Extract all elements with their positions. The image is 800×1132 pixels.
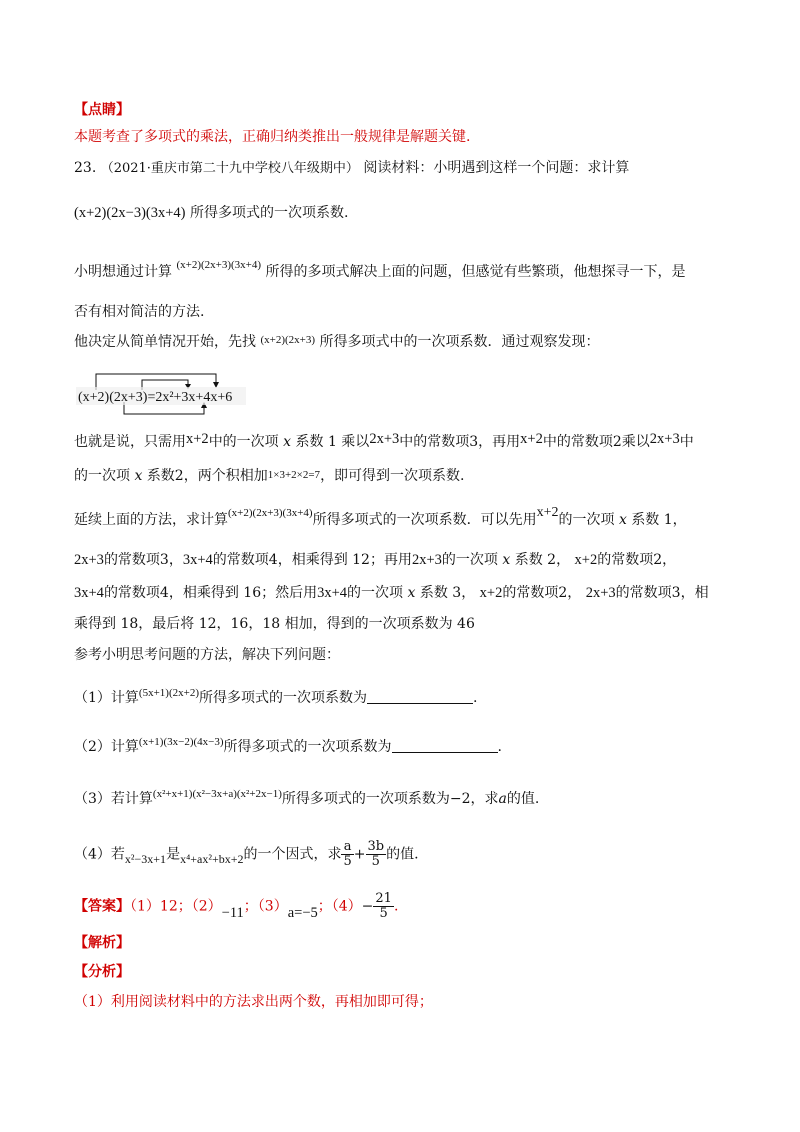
question-line-4: 否有相对简洁的方法. [74,304,205,320]
question-line-12: 参考小明思考问题的方法，解决下列问题： [74,647,340,663]
l9-a: 的常数项3， [103,552,183,568]
l8-d: 系数 1， [631,512,687,528]
q4-plus: + [353,846,366,863]
question-line-6 [74,432,694,452]
l9-b: 的常数项4，相乘得到 12；再用 [212,552,412,568]
q3-end: 的值. [506,791,540,807]
l9-d: 系数 2， [514,552,571,568]
answer-part-3: ；（3） [243,898,288,915]
l6-e1: x+2 [186,431,209,447]
q1-end: . [472,690,478,706]
l10-x: x [407,585,416,601]
question-intro-line [74,158,629,179]
question-line-5 [74,332,599,353]
l6-e3: x+2 [520,431,543,447]
jiexi-heading: 【解析】 [74,935,130,951]
line-5-tail: 所得多项式中的一次项系数．通过观察发现： [319,334,600,350]
q4-fraction-1 [341,840,353,869]
question-line-8 [74,505,687,531]
q4-expr2: x⁴+ax²+bx+2 [180,851,244,866]
q2-expr: (x+1)(3x−2)(4x−3) [138,736,224,748]
expr-3: (x+2)(2x+3) [260,334,316,346]
q4-f2-den: 5 [371,854,380,869]
answer-part-5: ；（4） [317,898,362,915]
question-line-11: 乘得到 18，最后将 12，16，18 相加，得到的一次项系数为 46 [74,616,475,632]
fenxi-text: （1）利用阅读材料中的方法求出两个数，再相加即可得； [74,994,433,1010]
l6-c: 系数 1 乘以 [295,434,370,450]
q1-answer-blank[interactable] [367,689,473,704]
q4-end: 的值. [386,846,419,863]
q1-expr: (5x+1)(2x+2) [138,687,199,699]
l6-f: 中 [679,434,694,450]
q4-f1-num: a [341,840,353,855]
l6-x: x [283,434,292,450]
line-2-tail: 所得多项式的一次项系数. [189,205,349,221]
answer-neg-sign: − [361,898,374,915]
answer-part-4: a=−5 [287,904,318,921]
question-source: （2021·重庆市第二十九中学校八年级期中） [100,161,359,176]
fenxi-heading: 【分析】 [74,964,130,980]
l6-e4: 2x+3 [649,431,680,447]
l8-expr: (x+2)(2x+3)(3x+4) [228,507,313,519]
subquestion-3 [74,789,539,810]
expr-2: (x+2)(2x+3)(3x+4) [176,259,262,271]
l9-c: 的一次项 [441,552,498,568]
l10-e: 的常数项3，相 [615,585,709,601]
q1-label: （1）计算 [74,690,139,706]
l7-calc: 1×3+2×2=7 [267,469,321,481]
line-5-head: 他决定从简单情况开始，先找 [74,334,256,350]
question-line-3 [74,259,686,283]
q2-answer-blank[interactable] [392,738,498,753]
l9-e1: 2x+3 [74,552,104,568]
l10-e2: 3x+4 [317,585,348,601]
l6-b: 中的一次项 [208,434,279,450]
l10-a: 的常数项4，相乘得到 16；然后用 [103,585,318,601]
answer-frac-num: 21 [375,891,392,906]
dianjing-heading: 【点睛】 [74,102,130,118]
l8-b: 所得多项式的一次项系数．可以先用 [312,512,537,528]
expr-1: (x+2)(2x−3)(3x+4) [74,205,186,221]
q4-f2-num: 3b [367,839,385,854]
q3-expr: (x²+x+1)(x²−3x+a)(x²+2x−1) [152,788,282,800]
l10-d: 的常数项2， [502,585,582,601]
q2-label: （2）计算 [74,739,139,755]
q1-tail: 所得多项式的一次项系数为 [198,690,367,706]
l9-e3: 2x+3 [411,552,442,568]
q2-tail: 所得多项式的一次项系数为 [223,739,392,755]
l9-e2: 3x+4 [182,552,213,568]
q4-f1-den: 5 [343,854,352,869]
answer-fraction [373,892,394,921]
l6-d: 中的常数项3，再用 [399,434,521,450]
question-intro: 阅读材料：小明遇到这样一个问题：求计算 [363,160,630,176]
l8-e1: x+2 [536,505,559,520]
q3-var: a [498,791,507,807]
answer-line [74,892,398,921]
q3-label: （3）若计算 [74,791,153,807]
line-3-head: 小明想通过计算 [74,264,172,280]
line-3-tail: 所得的多项式解决上面的问题，但感觉有些繁琐，他想探寻一下，是 [265,264,686,280]
answer-heading: 【答案】 [74,898,130,915]
answer-part-1: （1）12；（2） [130,898,222,915]
l10-e4: 2x+3 [585,585,616,601]
l6-a: 也就是说，只需用 [74,434,186,450]
l7-b: 系数2，两个积相加 [146,468,268,484]
subquestion-1 [74,688,477,709]
l7-a: 的一次项 [74,468,130,484]
answer-part-2: −11 [221,904,244,921]
l7-x: x [134,468,143,484]
question-line-10 [74,583,709,603]
q4-mid: 是 [166,846,181,863]
l9-x: x [502,552,511,568]
l6-e2: 2x+3 [369,431,400,447]
l6-e: 中的常数项2乘以 [542,434,650,450]
l9-e4: x+2 [574,552,598,568]
question-line-2 [74,203,348,223]
l10-c: 系数 3， [419,585,476,601]
diagram-text: (x+2)(2x+3)=2x²+3x+4x+6 [78,390,233,405]
dianjing-text: 本题考查了多项式的乘法，正确归纳类推出一般规律是解题关键. [74,129,471,145]
expansion-diagram [76,370,246,418]
l8-a: 延续上面的方法，求计算 [74,512,228,528]
question-line-7 [74,466,465,487]
subquestion-2 [74,737,502,758]
answer-frac-den: 5 [379,906,388,921]
q4-tail: 的一个因式，求 [243,846,342,863]
l9-e: 的常数项2， [597,552,677,568]
q4-label: （4）若 [74,846,125,863]
l7-c: ，即可得到一次项系数. [320,468,465,484]
q4-expr1: x²−3x+1 [124,851,167,866]
question-line-9 [74,550,676,570]
answer-end: . [393,898,399,915]
subquestion-4 [74,840,419,869]
q4-fraction-2 [366,840,387,869]
l8-c: 的一次项 [558,512,615,528]
l10-e3: x+2 [479,585,503,601]
q2-end: . [497,739,502,755]
l10-b: 的一次项 [347,585,404,601]
l10-e1: 3x+4 [74,585,104,601]
l8-x: x [618,512,627,528]
question-number: 23. [74,160,97,176]
q3-tail: 所得多项式的一次项系数为−2，求 [281,791,499,807]
